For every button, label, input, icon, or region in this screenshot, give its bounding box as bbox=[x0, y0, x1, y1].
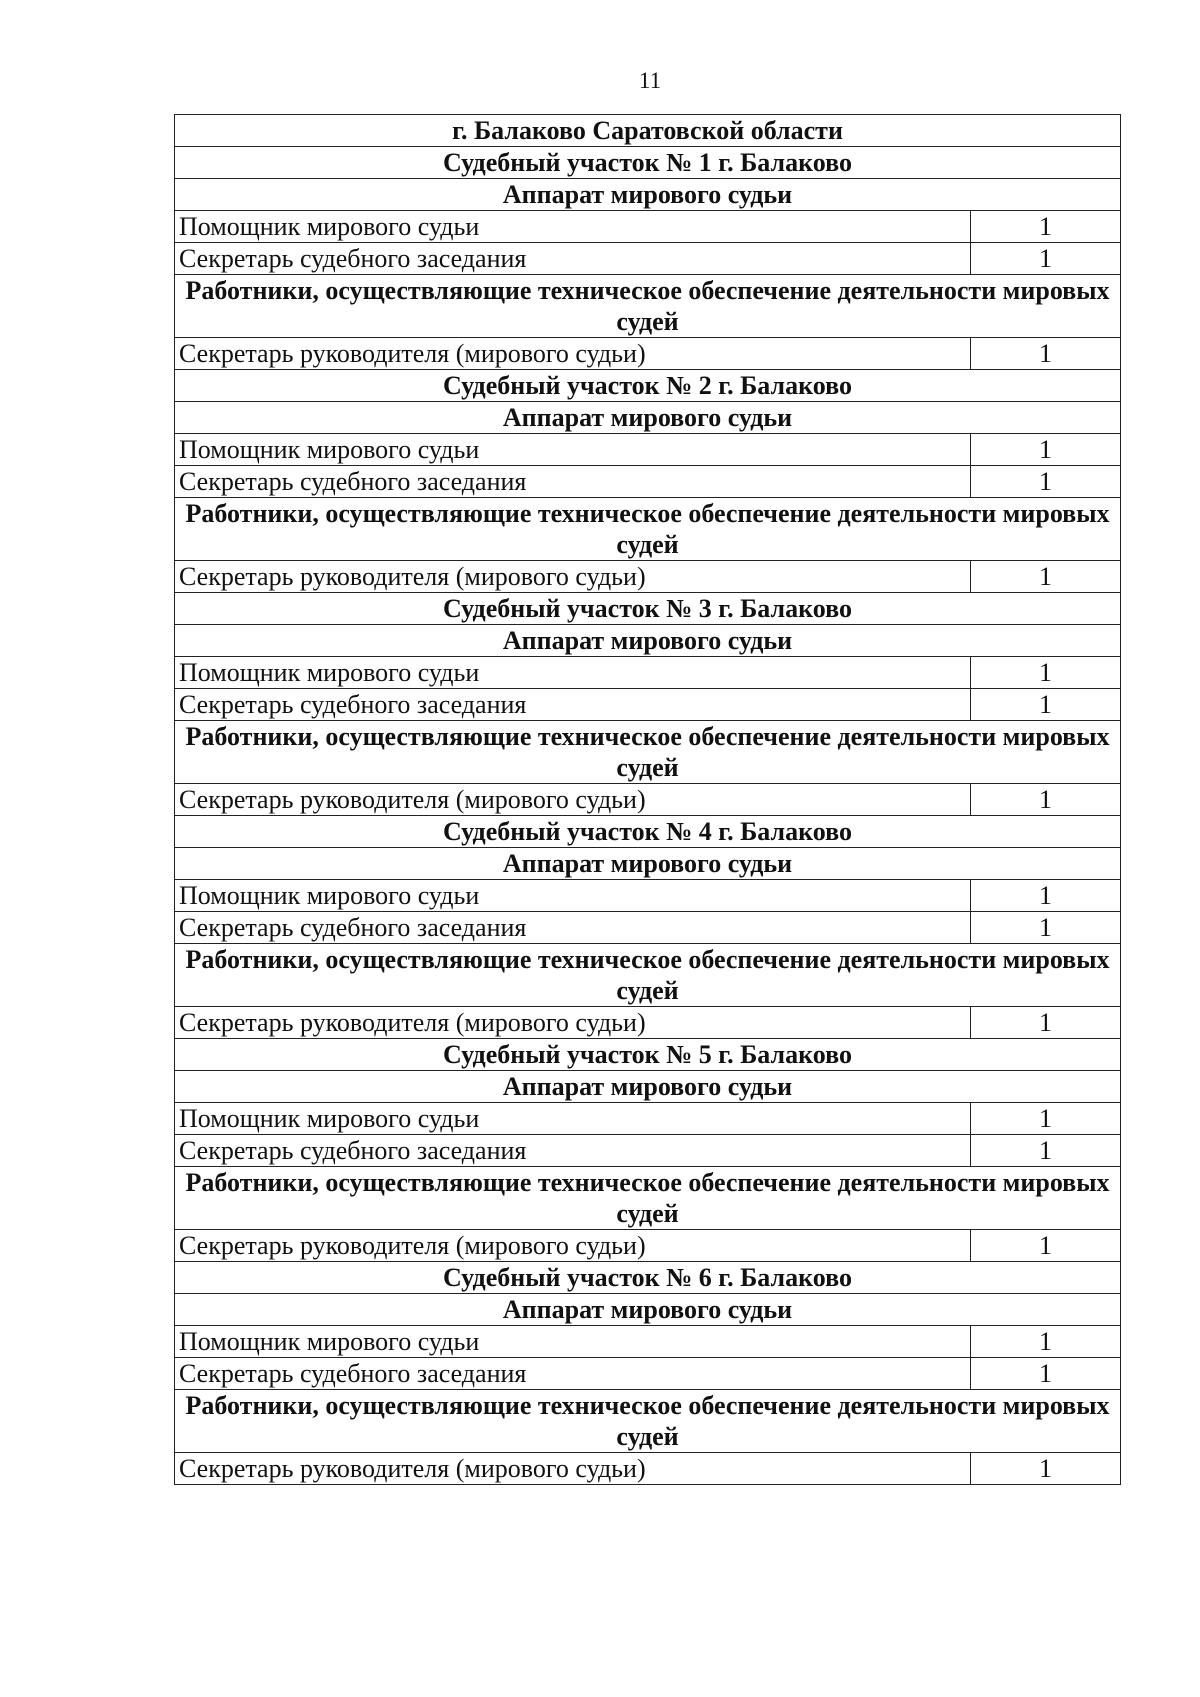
position-label: Помощник мирового судьи bbox=[175, 657, 971, 689]
district-title: Судебный участок № 4 г. Балаково bbox=[175, 816, 1121, 848]
position-count: 1 bbox=[971, 1453, 1121, 1485]
table-row bbox=[175, 275, 1121, 338]
position-count: 1 bbox=[971, 211, 1121, 243]
table-row bbox=[175, 434, 1121, 466]
position-label: Помощник мирового судьи bbox=[175, 1103, 971, 1135]
position-count: 1 bbox=[971, 1230, 1121, 1262]
table-row bbox=[175, 1453, 1121, 1485]
table-row bbox=[175, 1007, 1121, 1039]
city-heading: г. Балаково Саратовской области bbox=[175, 115, 1121, 147]
tech-staff-heading: Работники, осуществляющие техническое обеспечение деятельности мировых судей bbox=[175, 275, 1121, 338]
position-label: Секретарь руководителя (мирового судьи) bbox=[175, 784, 971, 816]
table-row bbox=[175, 402, 1121, 434]
table-row bbox=[175, 721, 1121, 784]
position-label: Секретарь судебного заседания bbox=[175, 1135, 971, 1167]
apparatus-heading: Аппарат мирового судьи bbox=[175, 179, 1121, 211]
position-label: Секретарь судебного заседания bbox=[175, 1358, 971, 1390]
tech-staff-heading: Работники, осуществляющие техническое обеспечение деятельности мировых судей bbox=[175, 721, 1121, 784]
position-label: Помощник мирового судьи bbox=[175, 211, 971, 243]
district-title: Судебный участок № 1 г. Балаково bbox=[175, 147, 1121, 179]
table-row bbox=[175, 1262, 1121, 1294]
apparatus-heading: Аппарат мирового судьи bbox=[175, 848, 1121, 880]
position-label: Помощник мирового судьи bbox=[175, 434, 971, 466]
position-count: 1 bbox=[971, 1103, 1121, 1135]
position-count: 1 bbox=[971, 1358, 1121, 1390]
table-row bbox=[175, 1390, 1121, 1453]
position-count: 1 bbox=[971, 1135, 1121, 1167]
position-count: 1 bbox=[971, 1326, 1121, 1358]
table-row bbox=[175, 1230, 1121, 1262]
position-count: 1 bbox=[971, 912, 1121, 944]
position-label: Секретарь руководителя (мирового судьи) bbox=[175, 561, 971, 593]
table-row bbox=[175, 689, 1121, 721]
tech-staff-heading: Работники, осуществляющие техническое обеспечение деятельности мировых судей bbox=[175, 1167, 1121, 1230]
district-title: Судебный участок № 2 г. Балаково bbox=[175, 370, 1121, 402]
staffing-table bbox=[174, 114, 1121, 1485]
table-row bbox=[175, 880, 1121, 912]
table-row bbox=[175, 912, 1121, 944]
table-row bbox=[175, 593, 1121, 625]
position-count: 1 bbox=[971, 784, 1121, 816]
position-label: Секретарь судебного заседания bbox=[175, 243, 971, 275]
table-row bbox=[175, 243, 1121, 275]
table-row bbox=[175, 338, 1121, 370]
table-row bbox=[175, 784, 1121, 816]
position-label: Помощник мирового судьи bbox=[175, 880, 971, 912]
apparatus-heading: Аппарат мирового судьи bbox=[175, 625, 1121, 657]
table-row bbox=[175, 1103, 1121, 1135]
table-row bbox=[175, 561, 1121, 593]
table-row bbox=[175, 1294, 1121, 1326]
apparatus-heading: Аппарат мирового судьи bbox=[175, 402, 1121, 434]
position-label: Секретарь судебного заседания bbox=[175, 466, 971, 498]
position-count: 1 bbox=[971, 243, 1121, 275]
position-label: Секретарь судебного заседания bbox=[175, 912, 971, 944]
position-label: Секретарь руководителя (мирового судьи) bbox=[175, 1230, 971, 1262]
table-row bbox=[175, 625, 1121, 657]
position-label: Секретарь руководителя (мирового судьи) bbox=[175, 338, 971, 370]
table-row bbox=[175, 657, 1121, 689]
position-label: Секретарь руководителя (мирового судьи) bbox=[175, 1453, 971, 1485]
apparatus-heading: Аппарат мирового судьи bbox=[175, 1071, 1121, 1103]
position-count: 1 bbox=[971, 338, 1121, 370]
table-row bbox=[175, 1326, 1121, 1358]
table-row bbox=[175, 370, 1121, 402]
district-title: Судебный участок № 6 г. Балаково bbox=[175, 1262, 1121, 1294]
table-row bbox=[175, 1135, 1121, 1167]
position-count: 1 bbox=[971, 689, 1121, 721]
district-title: Судебный участок № 3 г. Балаково bbox=[175, 593, 1121, 625]
table-row bbox=[175, 816, 1121, 848]
position-count: 1 bbox=[971, 561, 1121, 593]
position-count: 1 bbox=[971, 880, 1121, 912]
table-row bbox=[175, 498, 1121, 561]
district-title: Судебный участок № 5 г. Балаково bbox=[175, 1039, 1121, 1071]
tech-staff-heading: Работники, осуществляющие техническое обеспечение деятельности мировых судей bbox=[175, 1390, 1121, 1453]
position-label: Секретарь судебного заседания bbox=[175, 689, 971, 721]
apparatus-heading: Аппарат мирового судьи bbox=[175, 1294, 1121, 1326]
table-row bbox=[175, 147, 1121, 179]
table-row bbox=[175, 1071, 1121, 1103]
table-row bbox=[175, 211, 1121, 243]
position-count: 1 bbox=[971, 657, 1121, 689]
tech-staff-heading: Работники, осуществляющие техническое обеспечение деятельности мировых судей bbox=[175, 944, 1121, 1007]
table-row bbox=[175, 179, 1121, 211]
position-label: Секретарь руководителя (мирового судьи) bbox=[175, 1007, 971, 1039]
table-row bbox=[175, 944, 1121, 1007]
table-row bbox=[175, 1039, 1121, 1071]
position-count: 1 bbox=[971, 1007, 1121, 1039]
position-count: 1 bbox=[971, 466, 1121, 498]
position-count: 1 bbox=[971, 434, 1121, 466]
table-row bbox=[175, 466, 1121, 498]
table-row bbox=[175, 1358, 1121, 1390]
position-label: Помощник мирового судьи bbox=[175, 1326, 971, 1358]
table-row bbox=[175, 848, 1121, 880]
table-row bbox=[175, 1167, 1121, 1230]
page-number: 11 bbox=[638, 68, 662, 93]
tech-staff-heading: Работники, осуществляющие техническое обеспечение деятельности мировых судей bbox=[175, 498, 1121, 561]
table-row bbox=[175, 115, 1121, 147]
